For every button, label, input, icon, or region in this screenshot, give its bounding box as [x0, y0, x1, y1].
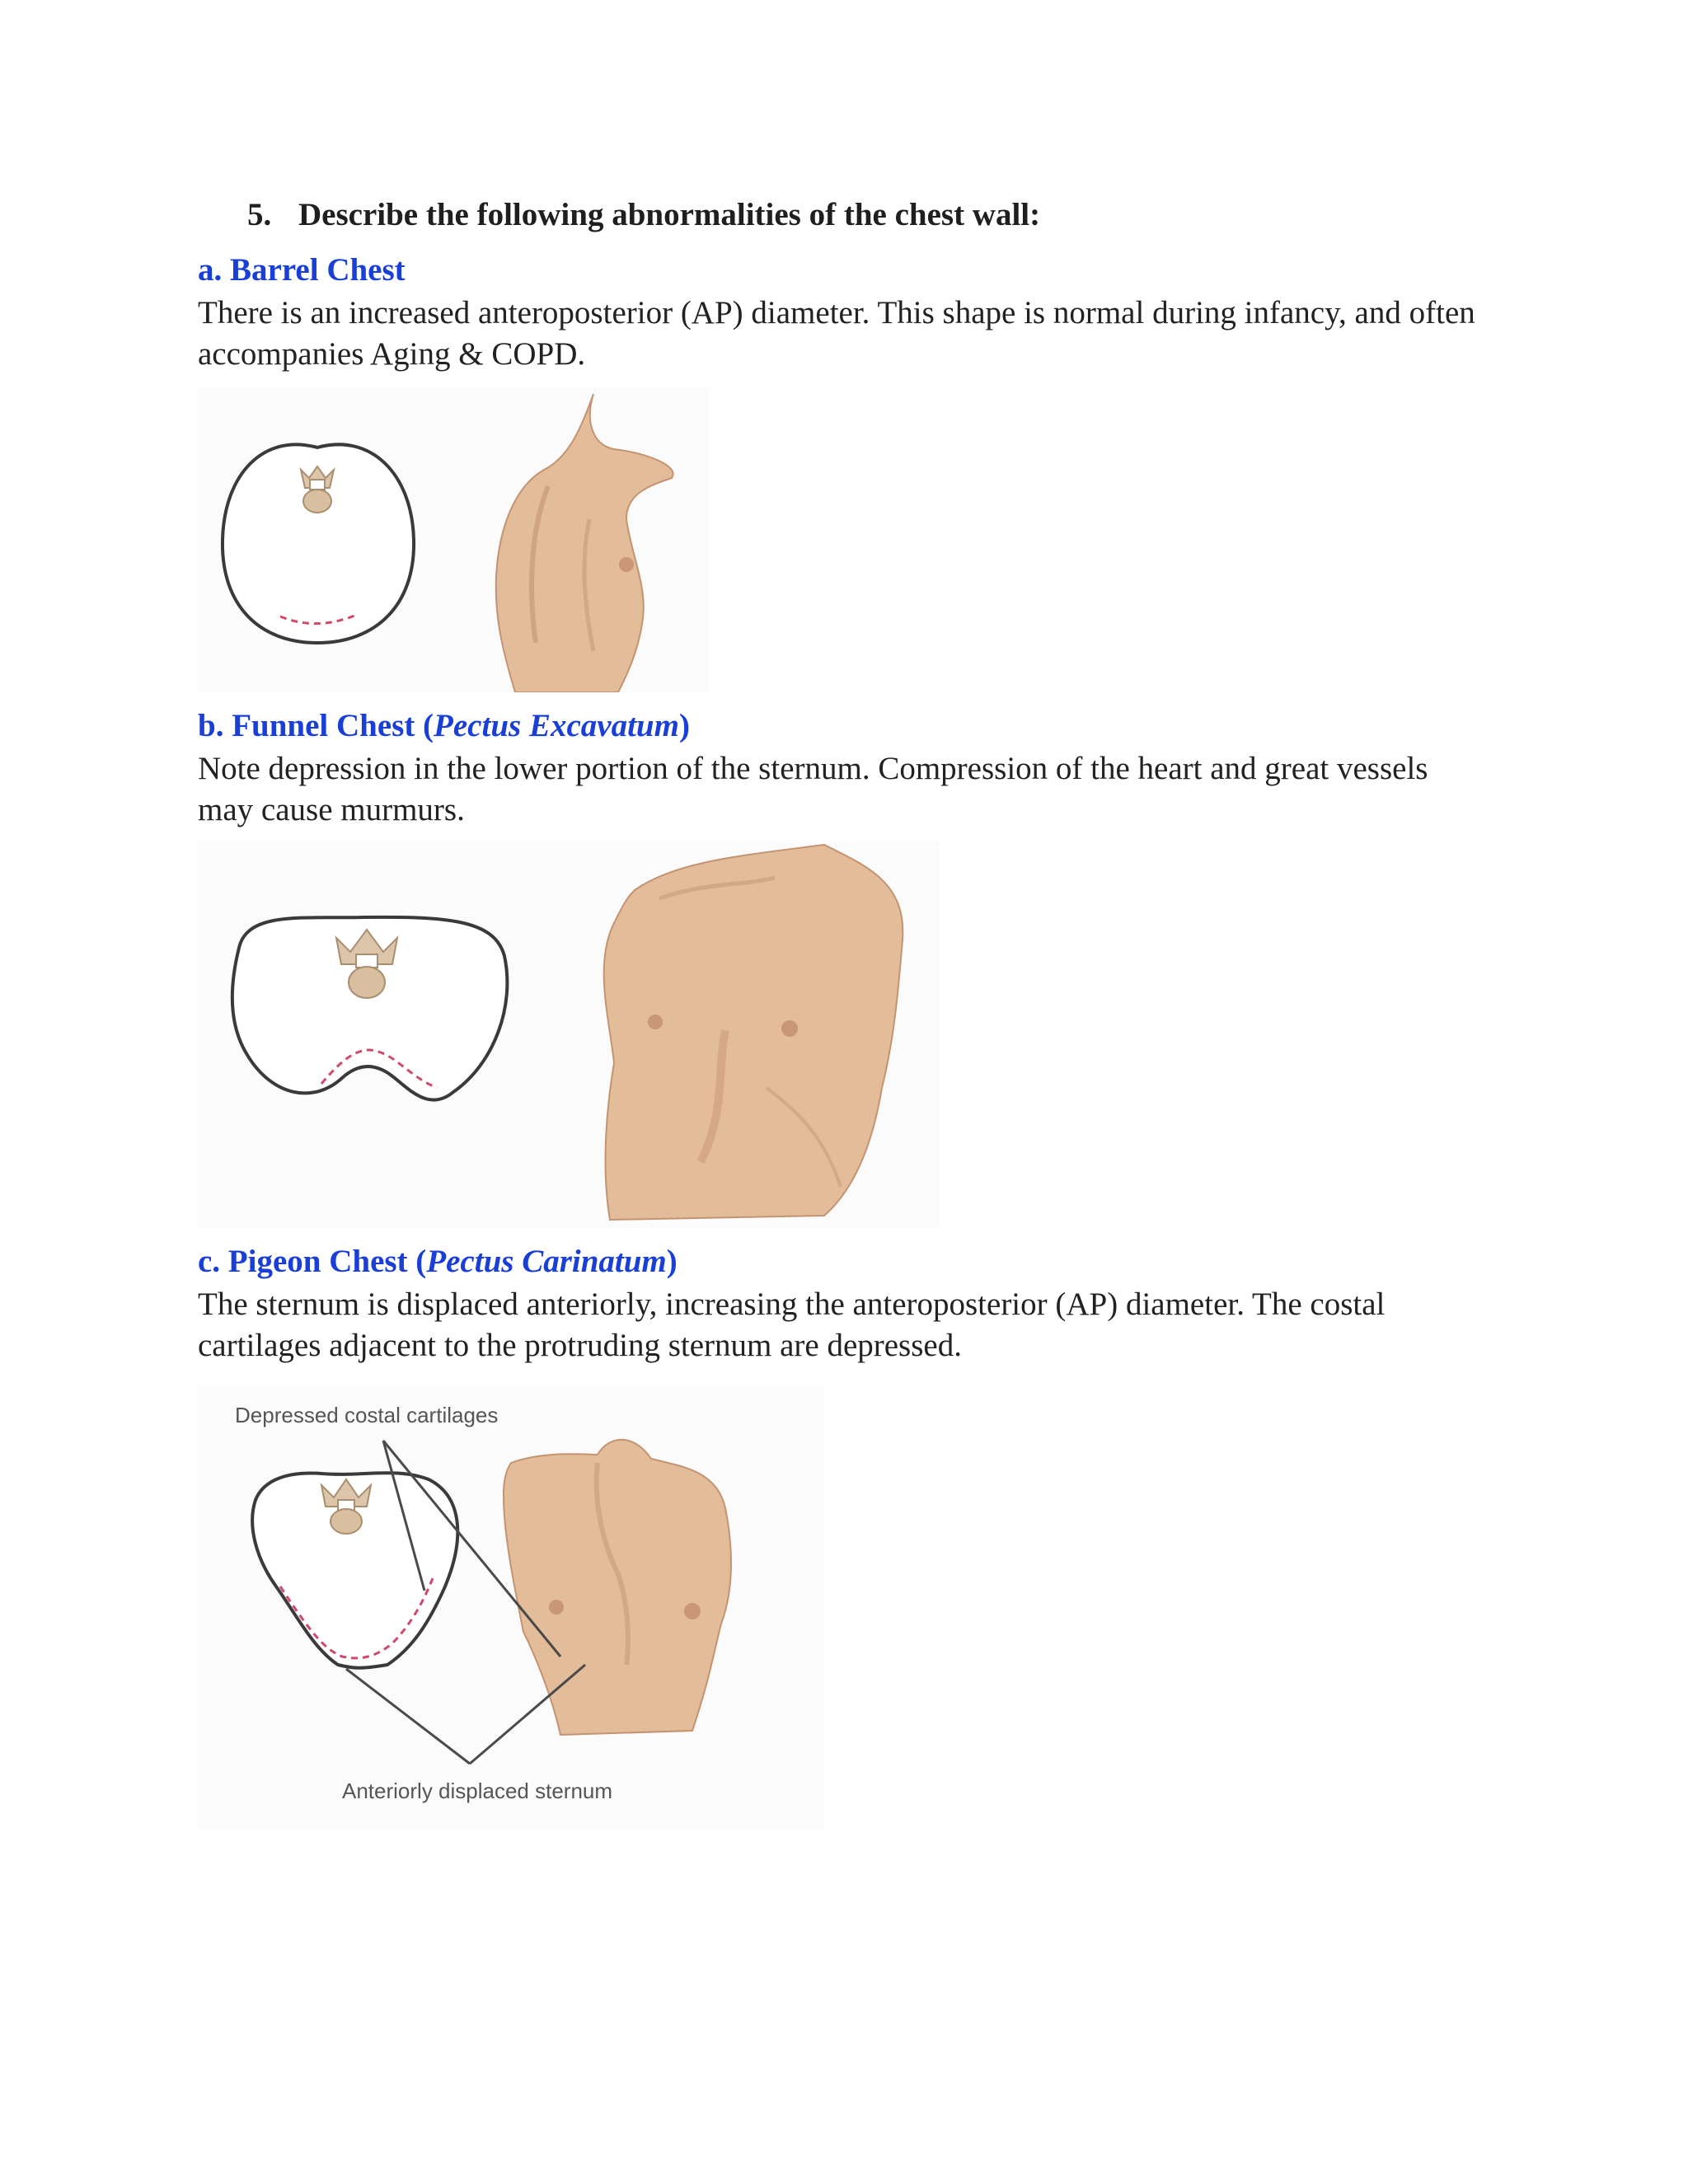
section-body-barrel-chest: There is an increased anteroposterior (AP) diameter. This shape is normal during infancy, and often accompanies Aging & COPD.	[198, 295, 1475, 372]
funnel-title-latin: Pectus Excavatum	[434, 708, 679, 743]
funnel-title-suffix: )	[678, 708, 690, 743]
question-heading	[247, 196, 1040, 233]
pigeon-title-suffix: )	[666, 1244, 678, 1279]
pigeon-title-prefix: c. Pigeon Chest (	[198, 1244, 427, 1279]
funnel-title-prefix: b. Funnel Chest (	[198, 708, 434, 743]
label-depressed-costal-cartilages: Depressed costal cartilages	[235, 1403, 499, 1427]
funnel-torso-illustration	[604, 845, 903, 1220]
question-number: 5.	[247, 197, 272, 232]
section-body-funnel-chest: Note depression in the lower portion of the sternum. Compression of the heart and great vessels may cause murmurs.	[198, 751, 1428, 827]
section-body-pigeon-chest: The sternum is displaced anteriorly, increasing the anteroposterior (AP) diameter. The costal cartilages adjacent to the protruding sternum are depressed.	[198, 1286, 1386, 1363]
funnel-chest-figure	[198, 841, 940, 1228]
question-text: Describe the following abnormalities of the chest wall:	[298, 197, 1041, 232]
section-title-pigeon-chest	[198, 1243, 678, 1280]
section-title-barrel-chest: a. Barrel Chest	[198, 252, 406, 288]
barrel-cross-section	[223, 444, 414, 643]
section-title-funnel-chest	[198, 707, 690, 744]
label-anteriorly-displaced-sternum: Anteriorly displaced sternum	[342, 1779, 613, 1803]
pigeon-chest-figure	[198, 1385, 824, 1830]
barrel-chest-figure	[198, 387, 709, 692]
pigeon-title-latin: Pectus Carinatum	[426, 1244, 667, 1279]
